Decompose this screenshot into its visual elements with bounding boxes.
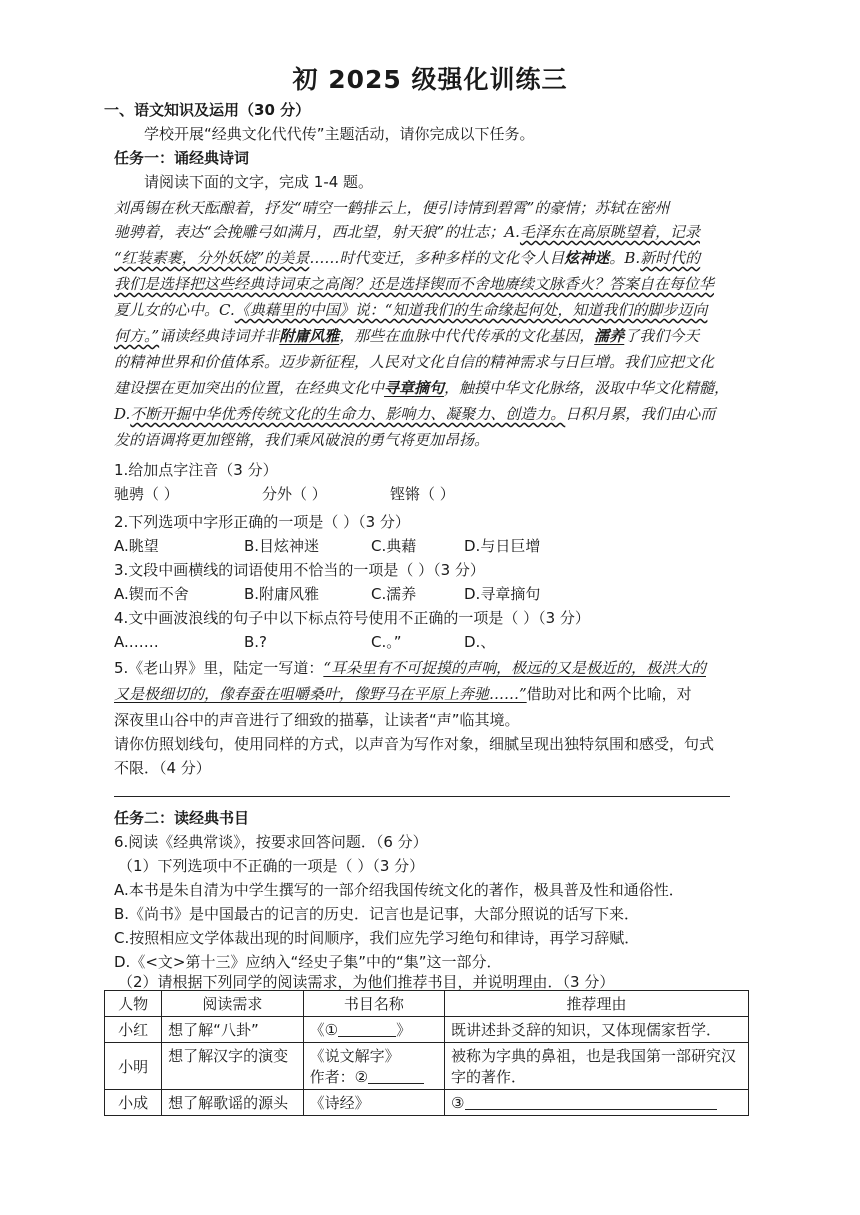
wavy-sentence-b-2: 我们是选择把这些经典诗词束之高阁？还是选择锲而不舍地赓续文脉香火？答案自在每位华 [114, 275, 715, 293]
wavy-sentence-b-1: 新时代的 [640, 249, 701, 267]
question-6-sub1: （1）下列选项中不正确的一项是（ ）（3 分） [118, 857, 425, 875]
question-4-stem: 4.文中画波浪线的句子中以下标点符号使用不正确的一项是（ ）（3 分） [114, 609, 590, 627]
q5-text: 借助对比和两个比喻，对 [526, 685, 692, 703]
marked-word-xuanshenmi: 炫神迷 [564, 249, 610, 267]
cell-reason [445, 1090, 749, 1116]
cell-book [303, 1017, 444, 1043]
cell-need: 想了解“八卦” [162, 1017, 303, 1043]
cell-need: 想了解汉字的演变 [162, 1043, 303, 1090]
underlined-word-xunzhangzhaiju: 寻章摘句 [384, 379, 445, 397]
table-row [105, 1090, 749, 1116]
q4-option-c[interactable]: C.。” [371, 633, 402, 651]
book-title-prefix: 《① [309, 1021, 339, 1039]
header-person: 人物 [105, 991, 162, 1017]
passage-text: D. [114, 405, 131, 423]
question-1-words [114, 484, 455, 504]
section1-intro: 学校开展“经典文化代代传”主题活动，请你完成以下任务。 [144, 125, 535, 143]
q2-option-d[interactable]: D.与日巨增 [464, 537, 541, 555]
wavy-sentence-c-2: 何方。” [114, 327, 160, 345]
passage-text: 诵读经典诗词并非 [159, 327, 280, 345]
passage-line-4 [114, 274, 714, 294]
q3-option-d[interactable]: D.寻章摘句 [464, 585, 541, 603]
q3-option-b[interactable]: B.附庸风雅 [244, 585, 320, 603]
book-title-suffix: 》 [396, 1021, 412, 1039]
passage-line-1: 刘禹锡在秋天酝酿着，抒发“晴空一鹤排云上，便引诗情到碧霄”的豪情；苏轼在密州 [114, 199, 670, 217]
question-6-sub2: （2）请根据下列同学的阅读需求，为他们推荐书目，并说明理由．（3 分） [118, 973, 615, 991]
section1-heading: 一、语文知识及运用（30 分） [104, 101, 311, 119]
cell-person: 小明 [105, 1043, 162, 1090]
cell-book [303, 1043, 444, 1090]
passage-line-2 [114, 222, 700, 242]
header-need: 阅读需求 [162, 991, 303, 1017]
passage-text: ，触摸中华文化脉络，汲取中华文化精髓， [444, 379, 730, 397]
q5-text: 5.《老山界》里，陆定一写道： [114, 659, 324, 677]
q3-option-a[interactable]: A.锲而不舍 [114, 585, 189, 603]
author-label: 作者：② [309, 1068, 369, 1086]
pinyin-blank-chicheng[interactable]: 驰骋（ ） [114, 485, 179, 503]
wavy-sentence-a-1: 毛泽东在高原眺望着 [519, 223, 655, 241]
table-row [105, 1043, 749, 1090]
passage-text: ，那些在血脉中代代传承的文化基因， [339, 327, 595, 345]
passage-text: ……时代变迁，多种多样的文化令人目 [309, 249, 565, 267]
task1-heading: 任务一：诵经典诗词 [114, 149, 250, 167]
q4-option-a[interactable]: A.…… [114, 633, 159, 651]
page-title: 初 2025 级强化训练三 [292, 65, 568, 94]
q2-option-c[interactable]: C.典藉 [371, 537, 417, 555]
q4-option-b[interactable]: B.? [244, 633, 268, 651]
book-recommendation-table [104, 990, 749, 1116]
underlined-word-fuyongfengya: 附庸风雅 [279, 327, 340, 345]
passage-line-7: 的精神世界和价值体系。迈步新征程，人民对文化自信的精神需求与日巨增。我们应把文化 [114, 353, 715, 371]
question-4-options [114, 632, 495, 652]
passage-text: 日积月累，我们由心而 [565, 405, 716, 423]
author-blank-2[interactable] [368, 1069, 424, 1084]
passage-text: 。B. [609, 249, 641, 267]
reason-marker-3: ③ [451, 1093, 465, 1112]
question-5-line-1 [114, 658, 706, 678]
task2-heading: 任务二：读经典书目 [114, 809, 250, 827]
q6-option-d[interactable]: D.《<文>第十三》应纳入“经史子集”中的“集”这一部分． [114, 953, 502, 971]
table-row [105, 1017, 749, 1043]
passage-line-5 [114, 300, 707, 320]
question-3-options [114, 584, 540, 604]
question-6-stem: 6.阅读《经典常谈》，按要求回答问题．（6 分） [114, 833, 428, 851]
book-author-line [310, 1066, 438, 1087]
q6-option-c[interactable]: C.按照相应文学体裁出现的时间顺序，我们应先学习绝句和律诗，再学习辞赋． [114, 929, 640, 947]
pinyin-blank-kengqiang[interactable]: 铿锵（ ） [390, 485, 455, 503]
table-header-row [105, 991, 749, 1017]
passage-text: 了我们今天 [624, 327, 700, 345]
cell-book: 《诗经》 [303, 1090, 444, 1116]
wavy-sentence-d: 不断开掘中华优秀传统文化的生命力、影响力、凝聚力、创造力。 [130, 405, 566, 423]
passage-line-10: 发的语调将更加铿锵，我们乘风破浪的勇气将更加昂扬。 [114, 431, 490, 449]
question-5-line-3: 深夜里山谷中的声音进行了细致的描摹，让读者“声”临其境。 [114, 711, 520, 729]
book-title-blank-1[interactable] [338, 1022, 396, 1037]
question-5-line-2 [114, 684, 692, 704]
cell-reason: 既讲述卦爻辞的知识，又体现儒家哲学． [445, 1017, 749, 1043]
passage-line-8 [114, 378, 729, 398]
cell-person: 小成 [105, 1090, 162, 1116]
wavy-sentence-a-2: ，记录 [654, 223, 700, 241]
q2-option-b[interactable]: B.目炫神迷 [244, 537, 320, 555]
question-5-line-4: 请你仿照划线句，使用同样的方式，以声音为写作对象，细腻呈现出独特氛围和感受，句式 [114, 735, 715, 753]
q5-quoted-sentence-2: 又是极细切的，像春蚕在咀嚼桑叶，像野马在平原上奔驰……” [114, 685, 527, 703]
passage-line-3 [114, 248, 700, 268]
q5-quoted-sentence-1: “耳朵里有不可捉摸的声响，极远的又是极近的，极洪大的 [323, 659, 706, 677]
cell-person: 小红 [105, 1017, 162, 1043]
q6-option-b[interactable]: B.《尚书》是中国最古的记言的历史．记言也是记事，大部分照说的话写下来． [114, 905, 640, 923]
passage-text: 夏儿女的心中。C. [114, 301, 235, 319]
cell-need: 想了解歌谣的源头 [162, 1090, 303, 1116]
question-5-line-5: 不限．（4 分） [114, 759, 211, 777]
wavy-sentence-c-1: 《典藉里的中国》说：“知道我们的生命缘起何处，知道我们的脚步迈向 [234, 301, 708, 319]
passage-text: 驰骋着，表达“会挽雕弓如满月，西北望，射天狼”的壮志；A. [114, 223, 520, 241]
q4-option-d[interactable]: D.、 [464, 633, 496, 651]
cell-reason: 被称为字典的鼻祖，也是我国第一部研究汉字的著作． [445, 1043, 749, 1090]
question-1-stem: 1.给加点字注音（3 分） [114, 461, 278, 479]
wavy-sentence-a-3: “红装素裹，分外妖娆”的美景 [114, 249, 310, 267]
book-title: 《说文解字》 [309, 1047, 400, 1065]
passage-line-9 [114, 404, 715, 424]
q2-option-a[interactable]: A.眺望 [114, 537, 159, 555]
q6-option-a[interactable]: A.本书是朱自清为中学生撰写的一部介绍我国传统文化的著作，极具普及性和通俗性． [114, 881, 684, 899]
passage-line-6 [114, 326, 699, 346]
question-2-stem: 2.下列选项中字形正确的一项是（ ）（3 分） [114, 513, 410, 531]
pinyin-blank-fenwai[interactable]: 分外（ ） [262, 485, 327, 503]
question-2-options [114, 536, 540, 556]
header-reason: 推荐理由 [445, 991, 749, 1017]
answer-line[interactable] [114, 796, 730, 797]
header-book: 书目名称 [303, 991, 444, 1017]
passage-text: 建设摆在更加突出的位置，在经典文化中 [114, 379, 385, 397]
reason-blank-3[interactable] [465, 1095, 717, 1110]
question-3-stem: 3.文段中画横线的词语使用不恰当的一项是（ ）（3 分） [114, 561, 485, 579]
task1-instruction: 请阅读下面的文字，完成 1-4 题。 [144, 173, 374, 191]
q3-option-c[interactable]: C.濡养 [371, 585, 417, 603]
underlined-word-ruyang: 濡养 [594, 327, 625, 345]
